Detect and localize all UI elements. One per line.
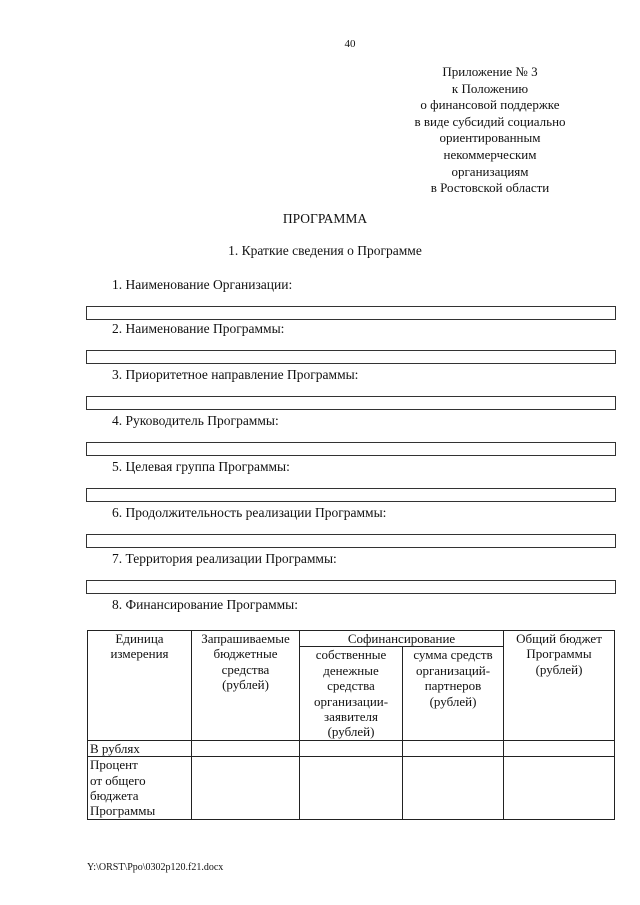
organization-name-label: 1. Наименование Организации: [112,277,293,292]
section-heading: 1. Краткие сведения о Программе [228,243,422,258]
annex-line: в Ростовской области [430,180,550,196]
table-cell[interactable] [504,757,615,820]
page-number: 40 [344,38,356,50]
priority-direction-label: 3. Приоритетное направление Программы: [112,367,359,382]
annex-line: к Положению [451,80,529,96]
table-cell[interactable] [403,740,504,756]
table-header-row [88,631,615,647]
header-total-budget: Общий бюджет Программы (рублей) [504,631,615,741]
header-partner-funds: сумма средств организаций- партнеров (рублей) [403,647,504,740]
territory-field[interactable] [86,580,616,594]
priority-direction-field[interactable] [86,396,616,410]
program-name-field[interactable] [86,350,616,364]
row-label-rubles: В рублях [88,740,192,756]
table-cell[interactable] [300,757,403,820]
target-group-label: 5. Целевая группа Программы: [112,459,290,474]
territory-label: 7. Территория реализации Программы: [112,551,337,566]
financing-table [87,630,615,820]
header-cofinancing: Софинансирование [300,631,504,647]
table-row-percent [88,757,615,820]
table-cell[interactable] [403,757,504,820]
annex-line: Приложение № 3 [442,64,538,79]
document-title: ПРОГРАММА [282,211,368,226]
annex-line: ориентированным [439,130,541,146]
header-own-funds: собственные денежные средства организации- заявителя (рублей) [300,647,403,740]
organization-name-field[interactable] [86,306,616,320]
program-name-label: 2. Наименование Программы: [112,321,285,336]
duration-field[interactable] [86,534,616,548]
table-cell[interactable] [504,740,615,756]
header-unit: Единица измерения [88,631,192,741]
program-manager-field[interactable] [86,442,616,456]
table-cell[interactable] [192,740,300,756]
annex-line: о финансовой поддержке [420,97,560,113]
program-manager-label: 4. Руководитель Программы: [112,413,279,428]
annex-line: в виде субсидий социально [414,113,566,129]
annex-line: некоммерческим [443,146,537,162]
header-requested-funds: Запрашиваемые бюджетные средства (рублей) [192,631,300,741]
table-cell[interactable] [192,757,300,820]
footer-file-path: Y:\ORST\Ppo\0302p120.f21.docx [87,862,224,873]
annex-block [380,64,600,197]
annex-line: организациям [451,163,529,179]
table-cell[interactable] [300,740,403,756]
financing-label: 8. Финансирование Программы: [112,597,298,612]
row-label-percent: Процент от общего бюджета Программы [88,757,192,820]
duration-label: 6. Продолжительность реализации Программы: [112,505,387,520]
target-group-field[interactable] [86,488,616,502]
table-row-rubles [88,740,615,756]
